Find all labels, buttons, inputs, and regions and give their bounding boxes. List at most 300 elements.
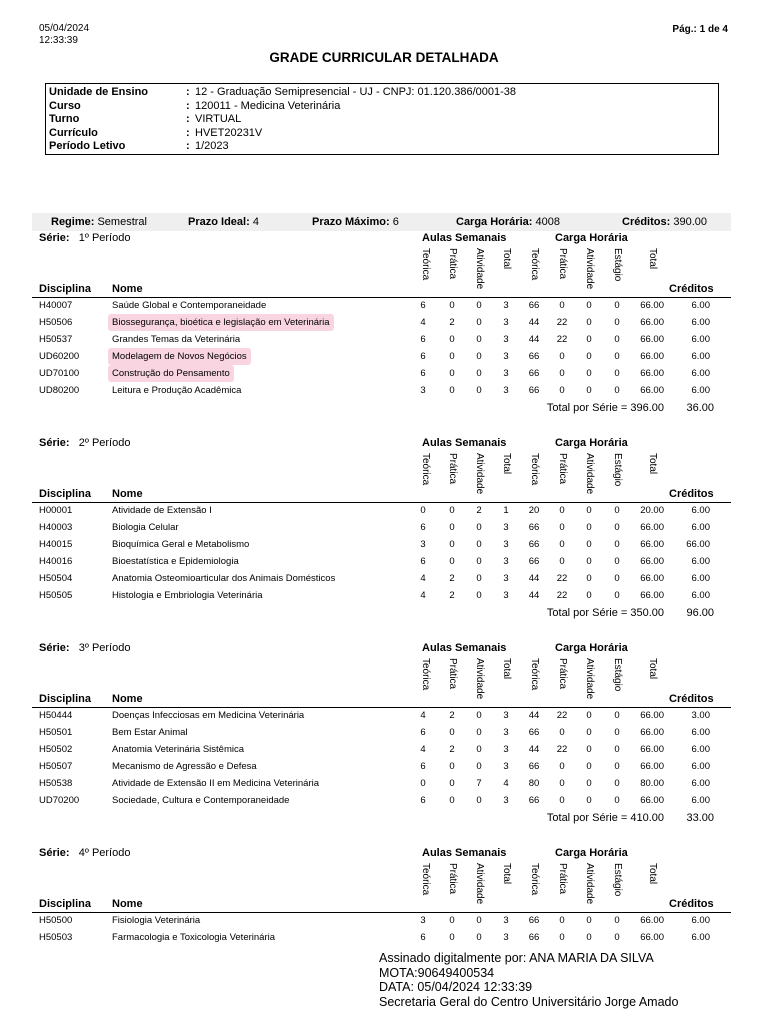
cell-ctot: 66.00 xyxy=(640,334,664,345)
cell-cp: 0 xyxy=(559,778,565,789)
cell-aa: 0 xyxy=(476,351,482,362)
cell-ct: 80 xyxy=(528,778,540,789)
carga-horaria-header: Carga Horária xyxy=(555,232,628,244)
cell-aa: 0 xyxy=(476,522,482,533)
col-header-atividade: Atividade xyxy=(474,863,485,905)
cell-ctot: 80.00 xyxy=(640,778,664,789)
disciplina-name: Doenças Infecciosas em Medicina Veterinária xyxy=(112,710,305,721)
col-header-atividade: Atividade xyxy=(474,658,485,700)
cell-ap: 2 xyxy=(449,710,455,721)
cell-ca: 0 xyxy=(586,351,592,362)
carga-horaria-total: Carga Horária: 4008 xyxy=(456,216,560,228)
disciplina-code: H00001 xyxy=(39,505,73,516)
cell-cred: 66.00 xyxy=(686,539,710,550)
disciplina-name: Grandes Temas da Veterinária xyxy=(112,334,241,345)
col-header-atividade: Atividade xyxy=(584,453,595,495)
cell-cp: 0 xyxy=(559,556,565,567)
cell-ctot: 66.00 xyxy=(640,744,664,755)
cell-atot: 3 xyxy=(503,300,509,311)
cell-aa: 0 xyxy=(476,915,482,926)
carga-horaria-header: Carga Horária xyxy=(555,642,628,654)
cell-cp: 22 xyxy=(556,590,568,601)
disciplina-code: UD80200 xyxy=(39,385,80,396)
table-row xyxy=(0,707,768,724)
cell-cred: 6.00 xyxy=(691,795,710,806)
serie-total-credits: 33.00 xyxy=(686,812,714,824)
col-header-creditos: Créditos xyxy=(669,488,714,500)
cell-ct: 44 xyxy=(528,334,540,345)
cell-ce: 0 xyxy=(614,710,620,721)
col-header-total: Total xyxy=(647,863,658,885)
cell-cp: 22 xyxy=(556,710,568,721)
disciplina-code: H50537 xyxy=(39,334,73,345)
col-header-disciplina: Disciplina xyxy=(39,898,91,910)
cell-cred: 6.00 xyxy=(691,932,710,943)
table-row xyxy=(0,314,768,331)
table-row xyxy=(0,502,768,519)
cell-aa: 0 xyxy=(476,795,482,806)
cell-ca: 0 xyxy=(586,539,592,550)
cell-atot: 3 xyxy=(503,556,509,567)
col-header-atividade: Atividade xyxy=(474,248,485,290)
cell-cred: 6.00 xyxy=(691,761,710,772)
col-header-total: Total xyxy=(501,863,512,885)
cell-cp: 0 xyxy=(559,539,565,550)
cell-at: 4 xyxy=(420,317,426,328)
cell-ctot: 66.00 xyxy=(640,573,664,584)
col-header-disciplina: Disciplina xyxy=(39,488,91,500)
cell-ct: 66 xyxy=(528,368,540,379)
table-row xyxy=(0,331,768,348)
cell-aa: 2 xyxy=(476,505,482,516)
col-header-pratica: Prática xyxy=(557,453,568,485)
cell-atot: 3 xyxy=(503,539,509,550)
serie-total: Total por Série = 350.00 xyxy=(546,607,664,619)
cell-ca: 0 xyxy=(586,778,592,789)
cell-at: 6 xyxy=(420,300,426,311)
cell-cred: 6.00 xyxy=(691,556,710,567)
cell-cp: 0 xyxy=(559,761,565,772)
cell-ce: 0 xyxy=(614,300,620,311)
carga-horaria-header: Carga Horária xyxy=(555,847,628,859)
cell-ctot: 66.00 xyxy=(640,590,664,601)
cell-atot: 4 xyxy=(503,778,509,789)
cell-atot: 3 xyxy=(503,334,509,345)
prazo-maximo: Prazo Máximo: 6 xyxy=(312,216,399,228)
disciplina-code: H40016 xyxy=(39,556,73,567)
cell-aa: 0 xyxy=(476,744,482,755)
table-row xyxy=(0,348,768,365)
cell-atot: 3 xyxy=(503,368,509,379)
cell-ce: 0 xyxy=(614,351,620,362)
disciplina-name: Biossegurança, bioética e legislação em Veterinária xyxy=(108,314,334,331)
cell-ct: 20 xyxy=(528,505,540,516)
cell-aa: 0 xyxy=(476,368,482,379)
cell-aa: 0 xyxy=(476,710,482,721)
cell-cp: 22 xyxy=(556,317,568,328)
disciplina-name: Saúde Global e Contemporaneidade xyxy=(112,300,267,311)
col-header-nome: Nome xyxy=(112,488,143,500)
cell-ctot: 66.00 xyxy=(640,300,664,311)
cell-cp: 22 xyxy=(556,744,568,755)
col-header-estagio: Estágio xyxy=(612,248,623,282)
disciplina-name: Anatomia Osteomioarticular dos Animais Domésticos xyxy=(112,573,336,584)
disciplina-code: H40015 xyxy=(39,539,73,550)
cell-aa: 0 xyxy=(476,334,482,345)
col-header-creditos: Créditos xyxy=(669,283,714,295)
cell-ctot: 66.00 xyxy=(640,556,664,567)
creditos-total: Créditos: 390.00 xyxy=(622,216,707,228)
cell-ca: 0 xyxy=(586,317,592,328)
cell-aa: 0 xyxy=(476,727,482,738)
cell-atot: 1 xyxy=(503,505,509,516)
disciplina-name: Histologia e Embriologia Veterinária xyxy=(112,590,263,601)
cell-cp: 0 xyxy=(559,915,565,926)
cell-cp: 22 xyxy=(556,573,568,584)
disciplina-code: H50505 xyxy=(39,590,73,601)
carga-horaria-header: Carga Horária xyxy=(555,437,628,449)
cell-at: 6 xyxy=(420,351,426,362)
cell-atot: 3 xyxy=(503,761,509,772)
col-header-teorica: Teórica xyxy=(420,658,431,691)
cell-ap: 0 xyxy=(449,539,455,550)
col-header-pratica: Prática xyxy=(447,863,458,895)
col-header-estagio: Estágio xyxy=(612,863,623,897)
col-header-nome: Nome xyxy=(112,693,143,705)
cell-aa: 0 xyxy=(476,317,482,328)
cell-atot: 3 xyxy=(503,710,509,721)
cell-aa: 0 xyxy=(476,932,482,943)
cell-cred: 6.00 xyxy=(691,385,710,396)
cell-cp: 0 xyxy=(559,522,565,533)
cell-cred: 6.00 xyxy=(691,300,710,311)
col-header-estagio: Estágio xyxy=(612,658,623,692)
cell-ct: 44 xyxy=(528,317,540,328)
cell-ct: 66 xyxy=(528,300,540,311)
serie-label: Série: 3º Período xyxy=(39,642,131,654)
cell-ca: 0 xyxy=(586,334,592,345)
cell-at: 4 xyxy=(420,710,426,721)
cell-ct: 44 xyxy=(528,710,540,721)
col-header-total: Total xyxy=(647,658,658,680)
info-row-periodo: Período Letivo : 1/2023 xyxy=(49,140,229,152)
cell-cp: 0 xyxy=(559,368,565,379)
col-header-total: Total xyxy=(647,248,658,270)
aulas-semanais-header: Aulas Semanais xyxy=(422,232,507,244)
cell-ct: 44 xyxy=(528,590,540,601)
cell-ct: 66 xyxy=(528,761,540,772)
cell-at: 0 xyxy=(420,505,426,516)
cell-ap: 0 xyxy=(449,727,455,738)
cell-cred: 3.00 xyxy=(691,710,710,721)
cell-ct: 66 xyxy=(528,795,540,806)
cell-aa: 0 xyxy=(476,539,482,550)
cell-atot: 3 xyxy=(503,727,509,738)
cell-cred: 6.00 xyxy=(691,778,710,789)
cell-ctot: 66.00 xyxy=(640,795,664,806)
cell-ctot: 66.00 xyxy=(640,351,664,362)
cell-at: 6 xyxy=(420,368,426,379)
table-row xyxy=(0,519,768,536)
col-header-pratica: Prática xyxy=(557,248,568,280)
cell-ap: 0 xyxy=(449,505,455,516)
disciplina-name: Farmacologia e Toxicologia Veterinária xyxy=(112,932,275,943)
col-header-total: Total xyxy=(647,453,658,475)
col-header-total: Total xyxy=(501,658,512,680)
cell-ap: 2 xyxy=(449,744,455,755)
cell-cp: 0 xyxy=(559,727,565,738)
cell-atot: 3 xyxy=(503,915,509,926)
cell-atot: 3 xyxy=(503,385,509,396)
table-row xyxy=(0,792,768,809)
disciplina-name: Modelagem de Novos Negócios xyxy=(108,348,251,365)
cell-at: 6 xyxy=(420,761,426,772)
cell-at: 3 xyxy=(420,915,426,926)
disciplina-code: H50506 xyxy=(39,317,73,328)
cell-atot: 3 xyxy=(503,744,509,755)
cell-cp: 22 xyxy=(556,334,568,345)
cell-atot: 3 xyxy=(503,795,509,806)
cell-ca: 0 xyxy=(586,710,592,721)
disciplina-code: H40007 xyxy=(39,300,73,311)
cell-cred: 6.00 xyxy=(691,334,710,345)
cell-cp: 0 xyxy=(559,351,565,362)
cell-ca: 0 xyxy=(586,915,592,926)
cell-ce: 0 xyxy=(614,368,620,379)
disciplina-name: Bem Estar Animal xyxy=(112,727,188,738)
col-header-pratica: Prática xyxy=(557,658,568,690)
aulas-semanais-header: Aulas Semanais xyxy=(422,642,507,654)
cell-ap: 0 xyxy=(449,795,455,806)
disciplina-code: H50444 xyxy=(39,710,73,721)
disciplina-code: UD60200 xyxy=(39,351,80,362)
cell-ctot: 66.00 xyxy=(640,915,664,926)
cell-ap: 0 xyxy=(449,351,455,362)
cell-cred: 6.00 xyxy=(691,590,710,601)
summary-bar xyxy=(32,213,731,231)
cell-at: 4 xyxy=(420,744,426,755)
cell-ct: 66 xyxy=(528,351,540,362)
cell-ce: 0 xyxy=(614,317,620,328)
cell-cred: 6.00 xyxy=(691,915,710,926)
cell-ctot: 66.00 xyxy=(640,317,664,328)
cell-ctot: 66.00 xyxy=(640,932,664,943)
cell-ce: 0 xyxy=(614,385,620,396)
cell-at: 6 xyxy=(420,334,426,345)
cell-at: 4 xyxy=(420,573,426,584)
cell-ap: 0 xyxy=(449,368,455,379)
cell-ap: 0 xyxy=(449,932,455,943)
col-header-teorica: Teórica xyxy=(420,453,431,486)
serie-total: Total por Série = 396.00 xyxy=(546,402,664,414)
cell-ce: 0 xyxy=(614,556,620,567)
cell-ce: 0 xyxy=(614,727,620,738)
cell-ce: 0 xyxy=(614,334,620,345)
cell-ap: 2 xyxy=(449,573,455,584)
cell-ctot: 66.00 xyxy=(640,727,664,738)
col-header-teorica: Teórica xyxy=(529,453,540,486)
disciplina-code: H50504 xyxy=(39,573,73,584)
disciplina-name: Anatomia Veterinária Sistêmica xyxy=(112,744,245,755)
cell-cred: 6.00 xyxy=(691,317,710,328)
table-row xyxy=(0,912,768,929)
col-header-pratica: Prática xyxy=(447,453,458,485)
cell-aa: 0 xyxy=(476,761,482,772)
regime: Regime: Semestral xyxy=(51,216,147,228)
cell-ap: 0 xyxy=(449,334,455,345)
col-header-pratica: Prática xyxy=(447,658,458,690)
cell-ct: 66 xyxy=(528,385,540,396)
cell-atot: 3 xyxy=(503,522,509,533)
cell-ctot: 66.00 xyxy=(640,368,664,379)
cell-ap: 0 xyxy=(449,300,455,311)
cell-ap: 2 xyxy=(449,590,455,601)
disciplina-name: Mecanismo de Agressão e Defesa xyxy=(112,761,257,772)
col-header-nome: Nome xyxy=(112,898,143,910)
disciplina-code: H40003 xyxy=(39,522,73,533)
cell-ct: 66 xyxy=(528,727,540,738)
info-row-curso: Curso : 120011 - Medicina Veterinária xyxy=(49,100,341,112)
table-row xyxy=(0,741,768,758)
cell-ca: 0 xyxy=(586,573,592,584)
col-header-estagio: Estágio xyxy=(612,453,623,487)
print-date: 05/04/2024 xyxy=(39,23,90,34)
col-header-pratica: Prática xyxy=(557,863,568,895)
cell-cred: 6.00 xyxy=(691,351,710,362)
cell-cred: 6.00 xyxy=(691,505,710,516)
prazo-ideal: Prazo Ideal: 4 xyxy=(188,216,259,228)
table-row xyxy=(0,758,768,775)
cell-cp: 0 xyxy=(559,385,565,396)
print-time: 12:33:39 xyxy=(39,35,78,46)
cell-ca: 0 xyxy=(586,761,592,772)
col-header-atividade: Atividade xyxy=(584,658,595,700)
col-header-total: Total xyxy=(501,248,512,270)
cell-ct: 44 xyxy=(528,744,540,755)
cell-aa: 7 xyxy=(476,778,482,789)
cell-cp: 0 xyxy=(559,300,565,311)
cell-at: 6 xyxy=(420,795,426,806)
cell-ca: 0 xyxy=(586,932,592,943)
cell-aa: 0 xyxy=(476,385,482,396)
table-row xyxy=(0,775,768,792)
cell-ctot: 66.00 xyxy=(640,710,664,721)
cell-at: 0 xyxy=(420,778,426,789)
info-row-turno: Turno : VIRTUAL xyxy=(49,113,242,125)
cell-ap: 0 xyxy=(449,915,455,926)
disciplina-name: Sociedade, Cultura e Contemporaneidade xyxy=(112,795,290,806)
cell-at: 4 xyxy=(420,590,426,601)
serie-total: Total por Série = 410.00 xyxy=(546,812,664,824)
disciplina-name: Biologia Celular xyxy=(112,522,179,533)
cell-ctot: 66.00 xyxy=(640,539,664,550)
disciplina-code: H50501 xyxy=(39,727,73,738)
cell-atot: 3 xyxy=(503,317,509,328)
cell-ap: 2 xyxy=(449,317,455,328)
cell-ce: 0 xyxy=(614,522,620,533)
cell-ap: 0 xyxy=(449,556,455,567)
cell-ctot: 20.00 xyxy=(640,505,664,516)
table-row xyxy=(0,553,768,570)
cell-ct: 66 xyxy=(528,556,540,567)
col-header-teorica: Teórica xyxy=(420,248,431,281)
cell-at: 6 xyxy=(420,556,426,567)
col-header-atividade: Atividade xyxy=(474,453,485,495)
cell-ca: 0 xyxy=(586,300,592,311)
cell-ct: 44 xyxy=(528,573,540,584)
col-header-disciplina: Disciplina xyxy=(39,693,91,705)
cell-ca: 0 xyxy=(586,505,592,516)
table-row xyxy=(0,587,768,604)
disciplina-name: Construção do Pensamento xyxy=(108,365,234,382)
serie-label: Série: 2º Período xyxy=(39,437,131,449)
cell-aa: 0 xyxy=(476,556,482,567)
cell-at: 6 xyxy=(420,727,426,738)
disciplina-name: Atividade de Extensão I xyxy=(112,505,212,516)
cell-cred: 6.00 xyxy=(691,727,710,738)
serie-label: Série: 1º Período xyxy=(39,232,131,244)
disciplina-name: Leitura e Produção Acadêmica xyxy=(112,385,242,396)
disciplina-code: UD70200 xyxy=(39,795,80,806)
disciplina-code: H50507 xyxy=(39,761,73,772)
cell-atot: 3 xyxy=(503,351,509,362)
disciplina-name: Bioestatística e Epidemiologia xyxy=(112,556,239,567)
cell-ctot: 66.00 xyxy=(640,761,664,772)
cell-at: 3 xyxy=(420,385,426,396)
cell-ce: 0 xyxy=(614,932,620,943)
cell-ap: 0 xyxy=(449,522,455,533)
col-header-teorica: Teórica xyxy=(529,248,540,281)
table-row xyxy=(0,365,768,382)
cell-ct: 66 xyxy=(528,932,540,943)
cell-ct: 66 xyxy=(528,539,540,550)
info-row-unidade: Unidade de Ensino : 12 - Graduação Semipresencial - UJ - CNPJ: 01.120.386/0001-38 xyxy=(49,86,517,98)
cell-ca: 0 xyxy=(586,368,592,379)
col-header-creditos: Créditos xyxy=(669,693,714,705)
col-header-teorica: Teórica xyxy=(420,863,431,896)
cell-at: 6 xyxy=(420,522,426,533)
page-number: Pág.: 1 de 4 xyxy=(672,24,728,35)
disciplina-name: Fisiologia Veterinária xyxy=(112,915,201,926)
cell-at: 6 xyxy=(420,932,426,943)
disciplina-code: H50502 xyxy=(39,744,73,755)
disciplina-code: H50500 xyxy=(39,915,73,926)
cell-ce: 0 xyxy=(614,505,620,516)
table-row xyxy=(0,724,768,741)
disciplina-name: Bioquímica Geral e Metabolismo xyxy=(112,539,250,550)
col-header-teorica: Teórica xyxy=(529,863,540,896)
cell-ctot: 66.00 xyxy=(640,385,664,396)
cell-ce: 0 xyxy=(614,573,620,584)
cell-cred: 6.00 xyxy=(691,744,710,755)
cell-ca: 0 xyxy=(586,744,592,755)
cell-ce: 0 xyxy=(614,795,620,806)
cell-atot: 3 xyxy=(503,573,509,584)
disciplina-code: H50538 xyxy=(39,778,73,789)
cell-aa: 0 xyxy=(476,300,482,311)
digital-signature: Assinado digitalmente por: ANA MARIA DA SILVA MOTA:90649400534 DATA: 05/04/2024 12:33:39 Secretaria Geral do Centro Universitário Jorge Amado xyxy=(379,951,679,1009)
cell-ca: 0 xyxy=(586,556,592,567)
cell-ca: 0 xyxy=(586,795,592,806)
col-header-nome: Nome xyxy=(112,283,143,295)
info-row-curriculo: Currículo : HVET20231V xyxy=(49,127,263,139)
cell-ca: 0 xyxy=(586,590,592,601)
col-header-atividade: Atividade xyxy=(584,863,595,905)
col-header-pratica: Prática xyxy=(447,248,458,280)
disciplina-code: UD70100 xyxy=(39,368,80,379)
serie-total-credits: 36.00 xyxy=(686,402,714,414)
serie-total-credits: 96.00 xyxy=(686,607,714,619)
